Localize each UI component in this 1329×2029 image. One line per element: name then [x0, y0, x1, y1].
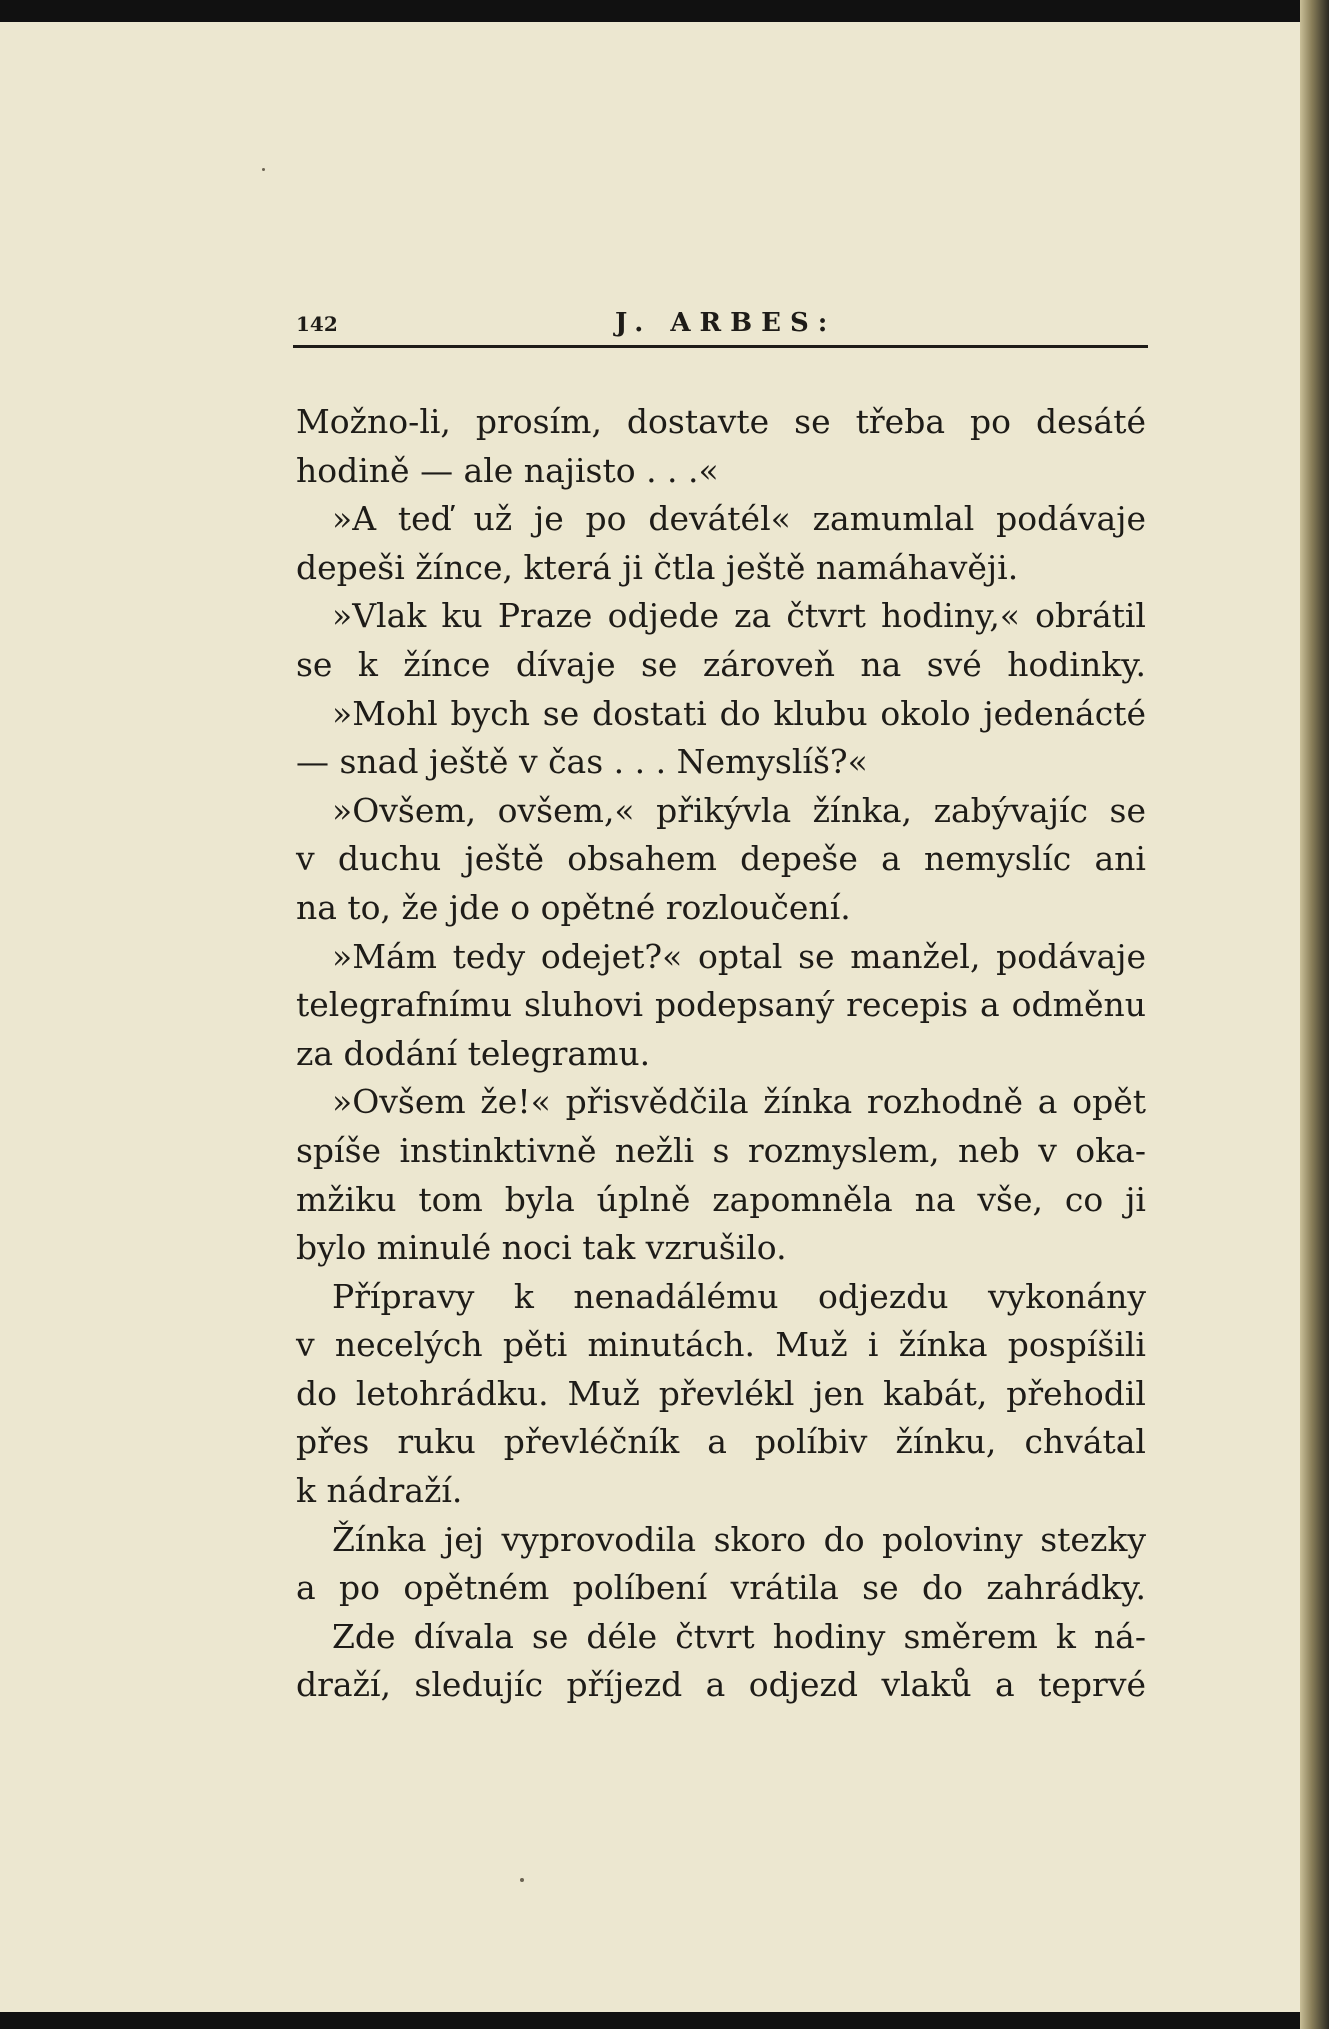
text-line: draží, sledujíc příjezd a odjezd vlaků a teprvé	[296, 1665, 1146, 1705]
text-line: »Ovšem že!« přisvědčila žínka rozhodně a opět	[332, 1082, 1146, 1122]
text-line: Přípravy k nenadálému odjezdu vykonány	[332, 1276, 1146, 1316]
text-line: mžiku tom byla úplně zapomněla na vše, co ji	[296, 1179, 1146, 1219]
page-number: 142	[296, 312, 338, 336]
text-line: »Vlak ku Praze odjede za čtvrt hodiny,« obrátil	[332, 596, 1146, 636]
text-line: bylo minulé noci tak vzrušilo.	[296, 1228, 787, 1268]
text-line: — snad ještě v čas . . . Nemyslíš?«	[296, 742, 868, 782]
text-line: na to, že jde o opětné rozloučení.	[296, 887, 851, 927]
text-line: spíše instinktivně nežli s rozmyslem, neb v oka-	[296, 1130, 1146, 1170]
text-line: Možno-li, prosím, dostavte se třeba po desáté	[296, 402, 1146, 441]
page-header	[290, 308, 1145, 348]
text-line: přes ruku převléčník a políbiv žínku, chvátal	[296, 1422, 1146, 1462]
text-line: v duchu ještě obsahem depeše a nemyslíc ani	[296, 839, 1146, 879]
body-text	[296, 398, 1146, 1710]
text-line: depeši žínce, která ji čtla ještě namáhavěji.	[296, 547, 1019, 587]
text-line: a po opětném políbení vrátila se do zahrádky.	[296, 1568, 1146, 1608]
text-line: »Mám tedy odejet?« optal se manžel, podávaje	[332, 936, 1146, 976]
text-line: Zde dívala se déle čtvrt hodiny směrem k ná-	[332, 1616, 1146, 1656]
paper-speck	[520, 1878, 524, 1882]
text-line: »Ovšem, ovšem,« přikývla žínka, zabývajíc se	[332, 790, 1146, 830]
header-rule	[293, 345, 1148, 348]
text-line: v necelých pěti minutách. Muž i žínka pospíšili	[296, 1325, 1146, 1365]
text-line: »Mohl bych se dostati do klubu okolo jedenácté	[332, 693, 1146, 733]
text-line: do letohrádku. Muž převlékl jen kabát, přehodil	[296, 1373, 1146, 1413]
text-line: hodině — ale najisto . . .«	[296, 450, 719, 490]
text-line: Žínka jej vyprovodila skoro do poloviny stezky	[332, 1519, 1146, 1559]
text-line: za dodání telegramu.	[296, 1033, 651, 1073]
paper-speck	[262, 168, 265, 171]
running-head: J. ARBES:	[615, 308, 837, 338]
text-line: telegrafnímu sluhovi podepsaný recepis a odměnu	[296, 985, 1146, 1025]
text-line: »A teď už je po devátél« zamumlal podávaje	[332, 499, 1146, 539]
text-line: se k žínce dívaje se zároveň na své hodinky.	[296, 644, 1146, 684]
page-edge	[1300, 0, 1329, 2029]
text-line: k nádraží.	[296, 1471, 463, 1511]
